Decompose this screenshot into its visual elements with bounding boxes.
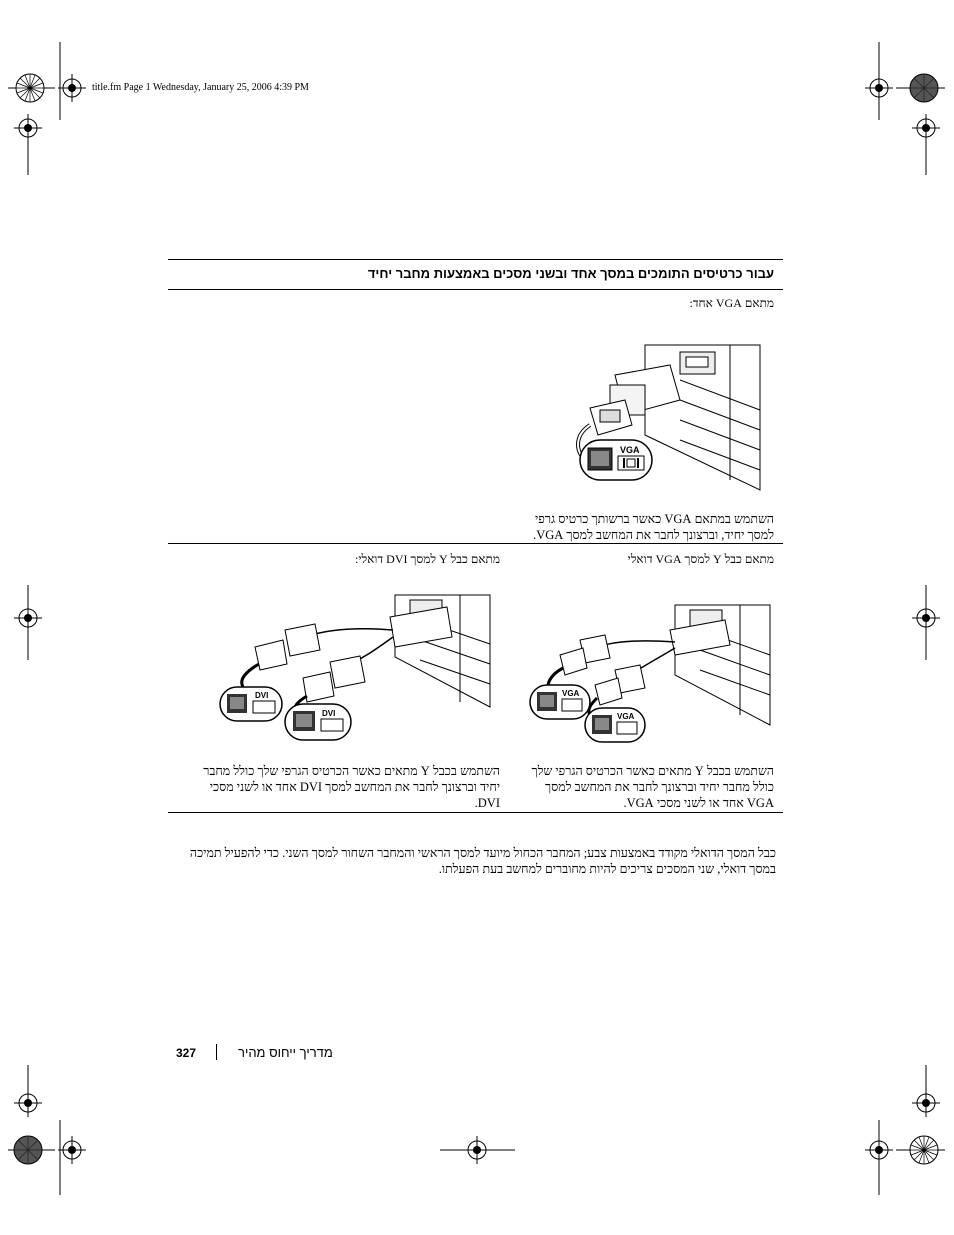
footer-separator (216, 1044, 217, 1060)
single-vga-illustration (570, 340, 770, 500)
dual-dvi-label: מתאם כבל Y למסך DVI דואלי: (355, 552, 500, 566)
single-vga-label: מתאם VGA אחד: (689, 296, 774, 310)
file-info-header: title.fm Page 1 Wednesday, January 25, 2006 4:39 PM (92, 82, 309, 93)
dual-vga-monitor-label-1: VGA (562, 689, 580, 698)
single-vga-description: השתמש במתאם VGA כאשר ברשותך כרטיס גרפי למסך יחיד, וברצונך לחבר את המחשב למסך VGA. (533, 512, 774, 542)
body-paragraph: כבל המסך הדואלי מקודד באמצעות צבע; המחבר הכחול מיועד למסך הראשי והמחבר השחור למסך השני. כדי להפעיל תמיכה במסך דואלי, שני המסכים צריכים להיות מחוברים למחשב בעת הפעלתו. (189, 846, 776, 876)
top-rule (168, 259, 783, 260)
single-vga-monitor-label: VGA (620, 445, 640, 455)
page-number: 327 (176, 1046, 197, 1060)
dual-dvi-monitor-label-1: DVI (255, 691, 269, 700)
heading-rule (168, 289, 783, 290)
dual-dvi-monitor-label-2: DVI (322, 709, 336, 718)
dual-vga-description: השתמש בכבל Y מתאים כאשר הכרטיס הגרפי שלך כולל מחבר יחיד וברצונך לחבר את המחשב למסך VGA אחד או לשני מסכי VGA. (531, 764, 774, 810)
dual-vga-label: מתאם כבל Y למסך VGA דואלי (627, 552, 774, 566)
dual-dvi-description: השתמש בכבל Y מתאים כאשר הכרטיס הגרפי שלך כולל מחבר יחיד וברצונך לחבר את המחשב למסך DVI אחד או לשני מסכי DVI. (203, 764, 500, 810)
dual-vga-monitor-label-2: VGA (617, 712, 635, 721)
footer-title: מדריך ייחוס מהיר (238, 1045, 333, 1060)
bottom-rule (168, 812, 783, 813)
dual-dvi-illustration (215, 592, 495, 742)
section-heading: עבור כרטיסים התומכים במסך אחד ובשני מסכים באמצעות מחבר יחיד (367, 266, 774, 281)
middle-rule (168, 543, 783, 544)
dual-vga-illustration (525, 600, 775, 750)
